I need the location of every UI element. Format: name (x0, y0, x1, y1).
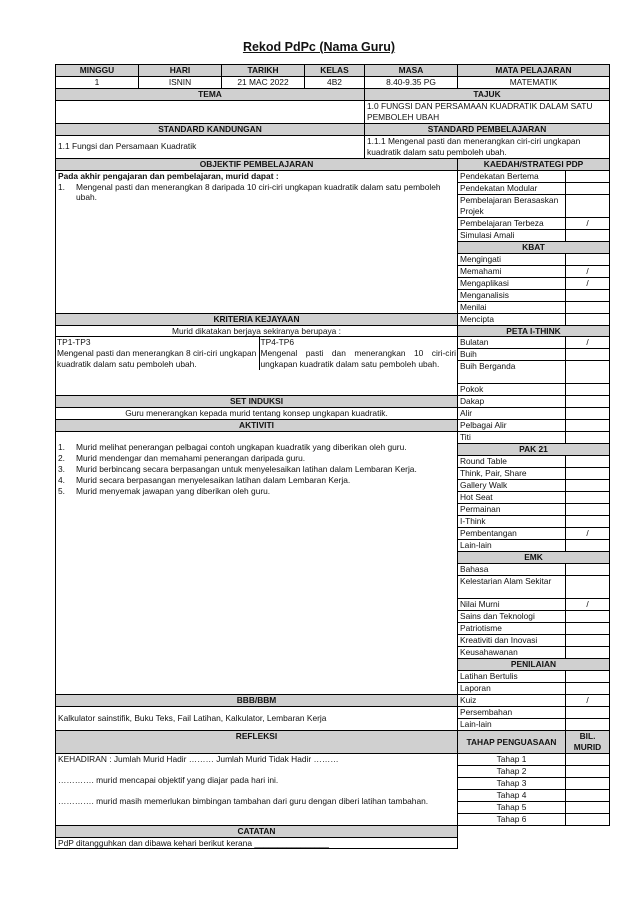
tp-high-title: TP4-TP6 (260, 337, 295, 348)
option-label (458, 408, 566, 420)
check-mark: / (586, 277, 589, 288)
standard-pembelajaran-header: STANDARD PEMBELAJARAN (365, 123, 610, 135)
option-label (458, 265, 566, 277)
check-mark: / (586, 337, 589, 348)
tahap-text: Tahap 4 (496, 789, 527, 800)
option-text: Lain-lain (460, 540, 492, 551)
option-label (458, 182, 566, 194)
option-checkbox[interactable] (566, 540, 610, 552)
option-label (458, 432, 566, 444)
option-checkbox[interactable] (566, 408, 610, 420)
option-checkbox[interactable] (566, 695, 610, 707)
section-header: KAEDAH/STRATEGI PDP (458, 158, 610, 170)
option-label (458, 504, 566, 516)
option-text: Simulasi Amali (460, 229, 515, 240)
bil-murid-cell[interactable] (566, 754, 610, 766)
option-checkbox[interactable] (566, 492, 610, 504)
option-text: Laporan (460, 683, 491, 694)
bil-murid-cell[interactable] (566, 765, 610, 777)
tahap-text: Tahap 2 (496, 765, 527, 776)
option-label (458, 528, 566, 540)
option-label (458, 671, 566, 683)
option-checkbox[interactable] (566, 432, 610, 444)
option-checkbox[interactable] (566, 170, 610, 182)
header-col-2: TARIKH (222, 65, 305, 77)
kriteria-header: KRITERIA KEJAYAAN (56, 313, 458, 325)
option-label (458, 576, 566, 599)
objektif-intro: Pada akhir pengajaran dan pembelajaran, murid dapat : (58, 170, 279, 181)
option-checkbox[interactable] (566, 349, 610, 361)
lesson-record-table (55, 64, 610, 849)
section-header: KBAT (458, 241, 610, 253)
option-checkbox[interactable] (566, 480, 610, 492)
header-col-5: MATA PELAJARAN (458, 65, 610, 77)
set-induksi-text: Guru menerangkan kepada murid tentang konsep ungkapan kuadratik. (56, 408, 458, 420)
refleksi-body (56, 754, 458, 826)
option-text: Think, Pair, Share (460, 468, 527, 479)
header-value-3: 4B2 (305, 76, 365, 88)
option-text: Nilai Murni (460, 599, 500, 610)
option-checkbox[interactable] (566, 599, 610, 611)
option-checkbox[interactable] (566, 217, 610, 229)
option-checkbox[interactable] (566, 719, 610, 731)
option-label (458, 337, 566, 349)
tahap-label (458, 777, 566, 789)
option-text: Lain-lain (460, 719, 492, 730)
list-item: 4. Murid secara berpasangan menyelesaikan latihan dalam Lembaran Kerja. (58, 475, 351, 486)
list-item: 1. Murid melihat penerangan pelbagai contoh ungkapan kuadratik yang diberikan oleh guru. (58, 442, 407, 453)
option-label (458, 301, 566, 313)
tahap-label (458, 765, 566, 777)
check-mark: / (586, 695, 589, 706)
option-text: Pembentangan (460, 528, 517, 539)
option-label (458, 707, 566, 719)
section-header: PENILAIAN (458, 659, 610, 671)
option-checkbox[interactable] (566, 361, 610, 384)
bbm-text: Kalkulator sainstifik, Buku Teks, Fail Latihan, Kalkulator, Lembaran Kerja (56, 707, 458, 731)
option-checkbox[interactable] (566, 277, 610, 289)
option-checkbox[interactable] (566, 528, 610, 540)
option-text: Kelestarian Alam Sekitar (460, 576, 552, 587)
tp-low-text: Mengenal pasti dan menerangkan 8 ciri-ciri ungkapan kuadratik dalam satu pemboleh ubah. (57, 348, 257, 370)
option-text: Bulatan (460, 337, 489, 348)
header-col-4: MASA (365, 65, 458, 77)
tahap-text: Tahap 6 (496, 813, 527, 824)
objektif-body (56, 170, 458, 313)
option-text: Pendekatan Modular (460, 182, 538, 193)
option-label (458, 683, 566, 695)
refleksi-objektif-line: …………. murid mencapai objektif yang diajar pada hari ini. (58, 774, 279, 785)
tahap-label (458, 801, 566, 813)
option-checkbox[interactable] (566, 623, 610, 635)
option-checkbox[interactable] (566, 396, 610, 408)
list-item: 1. Mengenal pasti dan menerangkan 8 daripada 10 ciri-ciri ungkapan kuadratik dalam satu pemboleh ubah. (58, 181, 441, 203)
option-text: Patriotisme (460, 623, 502, 634)
option-text: Keusahawanan (460, 647, 518, 658)
option-text: Alir (460, 408, 473, 419)
option-label (458, 170, 566, 182)
option-checkbox[interactable] (566, 456, 610, 468)
option-label (458, 480, 566, 492)
tajuk-header: TAJUK (365, 88, 610, 100)
tema-header: TEMA (56, 88, 365, 100)
list-item: 3. Murid berbincang secara berpasangan untuk menyelesaikan latihan dalam Lembaran Kerja. (58, 464, 417, 475)
header-value-0: 1 (56, 76, 139, 88)
page-title: Rekod PdPc (Nama Guru) (242, 40, 396, 54)
option-checkbox[interactable] (566, 647, 610, 659)
tahap-label (458, 754, 566, 766)
option-text: Pembelajaran Terbeza (460, 217, 544, 228)
aktiviti-body (56, 432, 458, 695)
option-checkbox[interactable] (566, 683, 610, 695)
check-mark: / (586, 265, 589, 276)
header-value-5: MATEMATIK (458, 76, 610, 88)
option-checkbox[interactable] (566, 635, 610, 647)
set-induksi-header: SET INDUKSI (56, 396, 458, 408)
option-text: Menganalisis (460, 289, 509, 300)
option-label (458, 349, 566, 361)
header-col-3: KELAS (305, 65, 365, 77)
option-checkbox[interactable] (566, 516, 610, 528)
aktiviti-header: AKTIVITI (56, 420, 458, 432)
option-label (458, 599, 566, 611)
option-text: Pendekatan Bertema (460, 170, 539, 181)
option-label (458, 420, 566, 432)
catatan-text: PdP ditangguhkan dan dibawa kehari berikut kerana ________________ (56, 837, 458, 849)
section-header: PETA I-THINK (458, 325, 610, 337)
option-label (458, 456, 566, 468)
option-label (458, 468, 566, 480)
option-checkbox[interactable] (566, 671, 610, 683)
header-value-2: 21 MAC 2022 (222, 76, 305, 88)
option-checkbox[interactable] (566, 313, 610, 325)
option-text: Kreativiti dan Inovasi (460, 635, 538, 646)
tahap-text: Tahap 3 (496, 777, 527, 788)
option-label (458, 695, 566, 707)
kriteria-intro: Murid dikatakan berjaya sekiranya berupaya : (56, 325, 458, 337)
option-label (458, 540, 566, 552)
option-text: Memahami (460, 265, 502, 276)
kehadiran-line: KEHADIRAN : Jumlah Murid Hadir ……… Jumlah Murid Tidak Hadir ……… (58, 754, 339, 765)
tajuk-value: 1.0 FUNGSI DAN PERSAMAAN KUADRATIK DALAM SATU PEMBOLEH UBAH (365, 100, 610, 123)
option-label (458, 253, 566, 265)
refleksi-header: REFLEKSI (56, 731, 458, 754)
option-label (458, 384, 566, 396)
option-text: Persembahan (460, 707, 513, 718)
option-label (458, 647, 566, 659)
header-value-4: 8.40-9.35 PG (365, 76, 458, 88)
catatan-header: CATATAN (56, 825, 458, 837)
option-checkbox[interactable] (566, 468, 610, 480)
header-col-1: HARI (139, 65, 222, 77)
option-text: Buih Berganda (460, 361, 516, 372)
option-text: Kuiz (460, 695, 477, 706)
option-text: Titi (460, 432, 471, 443)
bbm-header: BBB/BBM (56, 695, 458, 707)
option-checkbox[interactable] (566, 611, 610, 623)
tp-low-title: TP1-TP3 (57, 337, 91, 348)
standard-kandungan-header: STANDARD KANDUNGAN (56, 123, 365, 135)
option-label (458, 277, 566, 289)
bil-murid-cell[interactable] (566, 813, 610, 825)
option-checkbox[interactable] (566, 301, 610, 313)
kriteria-body (56, 337, 458, 396)
bil-murid-cell[interactable] (566, 801, 610, 813)
header-col-0: MINGGU (56, 65, 139, 77)
option-text: Pokok (460, 384, 484, 395)
bil-murid-cell[interactable] (566, 777, 610, 789)
option-label (458, 623, 566, 635)
option-text: Mencipta (460, 313, 494, 324)
option-label (458, 229, 566, 241)
option-checkbox[interactable] (566, 182, 610, 194)
option-label (458, 719, 566, 731)
option-checkbox[interactable] (566, 420, 610, 432)
option-label (458, 313, 566, 325)
tahap-text: Tahap 5 (496, 801, 527, 812)
option-label (458, 396, 566, 408)
check-mark: / (586, 217, 589, 228)
option-checkbox[interactable] (566, 564, 610, 576)
bil-murid-cell[interactable] (566, 789, 610, 801)
option-text: Pembelajaran Berasaskan Projek (460, 194, 559, 216)
option-text: Permainan (460, 504, 501, 515)
option-checkbox[interactable] (566, 576, 610, 599)
option-text: Buih (460, 349, 477, 360)
tahap-header: TAHAP PENGUASAAN (458, 731, 566, 754)
option-checkbox[interactable] (566, 229, 610, 241)
option-label (458, 492, 566, 504)
option-checkbox[interactable] (566, 289, 610, 301)
check-mark: / (586, 528, 589, 539)
option-label (458, 516, 566, 528)
section-header: PAK 21 (458, 444, 610, 456)
tema-value (56, 100, 365, 123)
option-label (458, 635, 566, 647)
option-checkbox[interactable] (566, 707, 610, 719)
option-text: Mengingati (460, 253, 501, 264)
tahap-label (458, 813, 566, 825)
option-checkbox[interactable] (566, 265, 610, 277)
option-text: Mengaplikasi (460, 277, 509, 288)
standard-kandungan-value: 1.1 Fungsi dan Persamaan Kuadratik (56, 135, 365, 158)
option-text: Pelbagai Alir (460, 420, 507, 431)
list-item: 2. Murid mendengar dan memahami penerangan daripada guru. (58, 453, 306, 464)
list-item: 5. Murid menyemak jawapan yang diberikan oleh guru. (58, 486, 271, 497)
tp-high-text: Mengenal pasti dan menerangkan 10 ciri-ciri ungkapan kuadratik dalam satu pemboleh ubah. (260, 348, 456, 370)
option-checkbox[interactable] (566, 384, 610, 396)
option-text: Bahasa (460, 564, 489, 575)
option-checkbox[interactable] (566, 504, 610, 516)
option-label (458, 217, 566, 229)
standard-pembelajaran-value: 1.1.1 Mengenal pasti dan menerangkan ciri-ciri ungkapan kuadratik dalam satu pemboleh ubah. (365, 135, 610, 158)
tahap-label (458, 789, 566, 801)
option-text: Round Table (460, 456, 507, 467)
option-checkbox[interactable] (566, 253, 610, 265)
option-text: Menilai (460, 301, 487, 312)
tahap-text: Tahap 1 (496, 754, 527, 765)
option-checkbox[interactable] (566, 337, 610, 349)
option-text: Gallery Walk (460, 480, 508, 491)
option-checkbox[interactable] (566, 194, 610, 217)
option-text: Dakap (460, 396, 485, 407)
option-label (458, 564, 566, 576)
option-label (458, 289, 566, 301)
option-text: Hot Seat (460, 492, 493, 503)
option-text: Latihan Bertulis (460, 671, 518, 682)
bil-murid-header: BIL. MURID (566, 731, 610, 754)
check-mark: / (586, 599, 589, 610)
option-label (458, 194, 566, 217)
option-label (458, 361, 566, 384)
option-label (458, 611, 566, 623)
header-value-1: ISNIN (139, 76, 222, 88)
objektif-header: OBJEKTIF PEMBELAJARAN (56, 158, 458, 170)
option-text: Sains dan Teknologi (460, 611, 535, 622)
section-header: EMK (458, 552, 610, 564)
option-text: I-Think (460, 516, 486, 527)
refleksi-bimbingan-line: …………. murid masih memerlukan bimbingan tambahan dari guru dengan diberi latihan tambahan. (58, 795, 429, 806)
